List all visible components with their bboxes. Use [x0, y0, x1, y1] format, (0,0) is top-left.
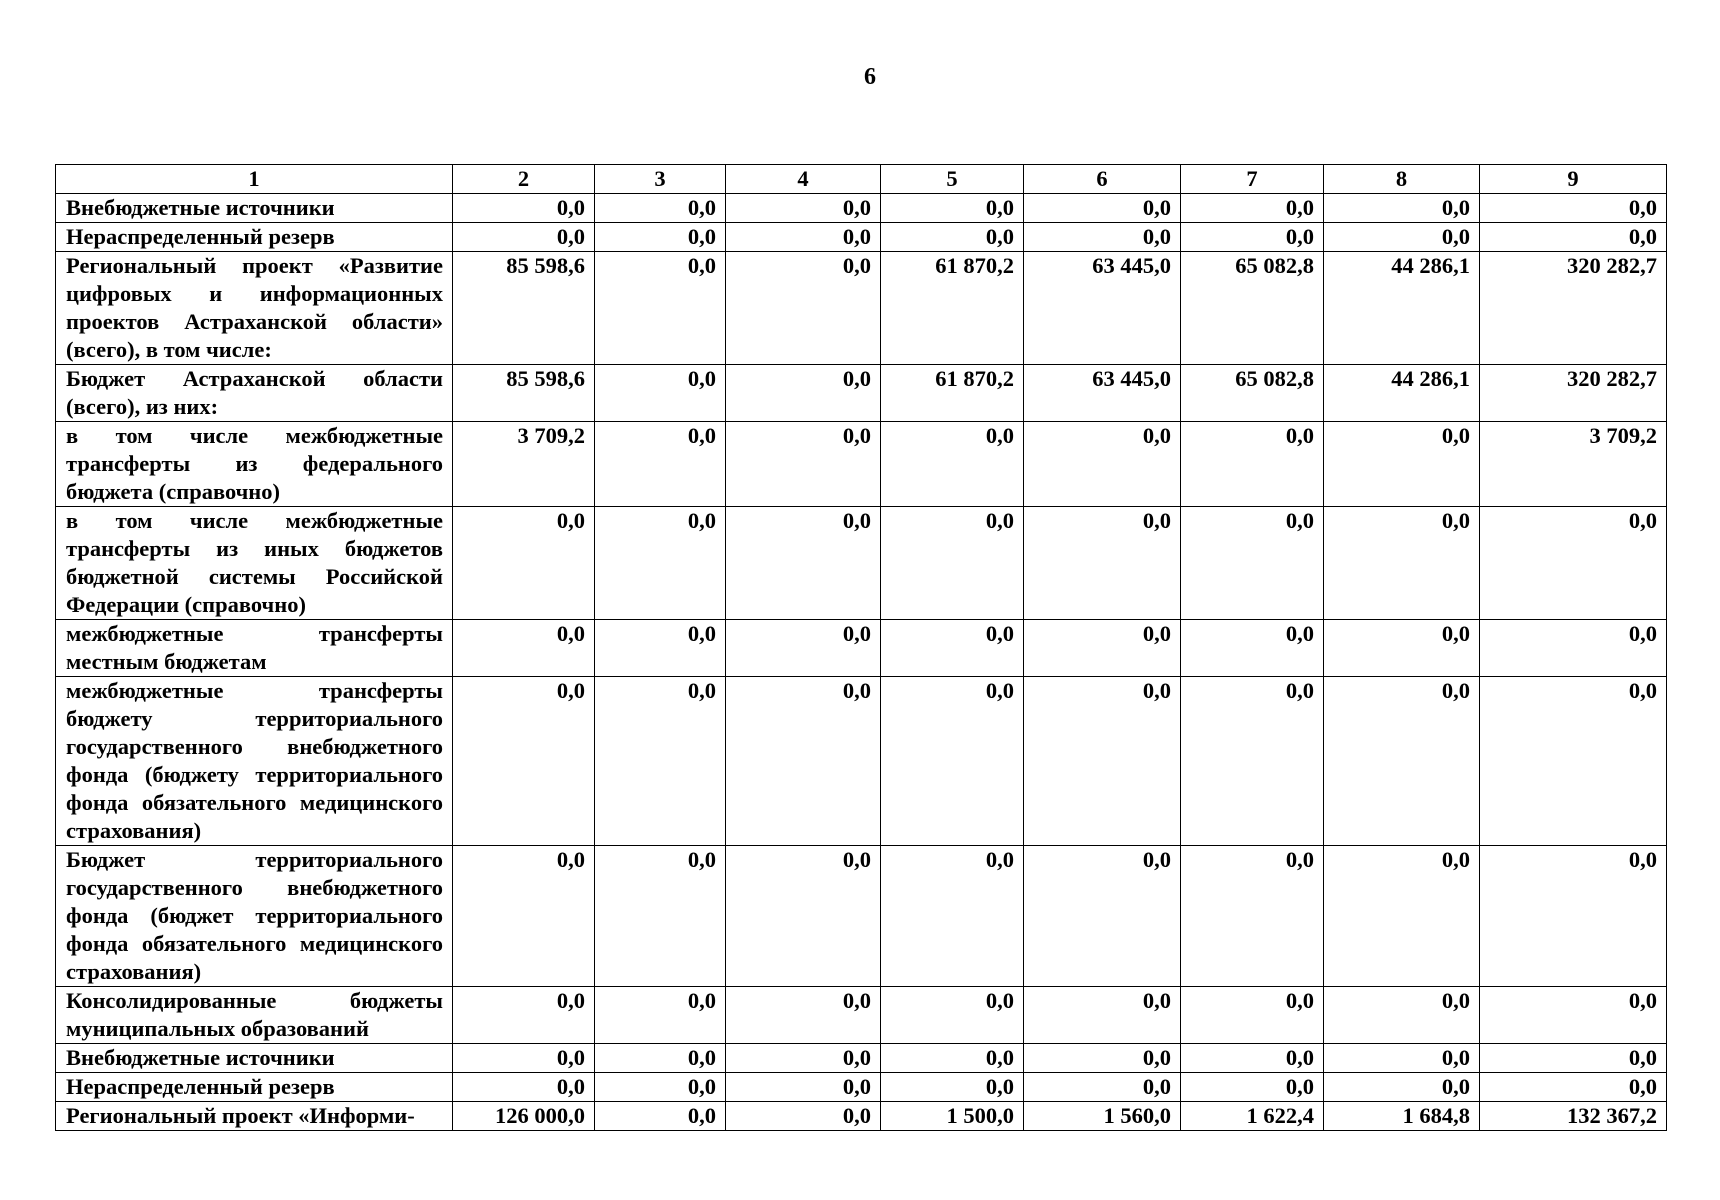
- value-cell: 0,0: [453, 194, 595, 223]
- value-cell: 0,0: [595, 507, 726, 620]
- value-cell: 0,0: [1181, 987, 1324, 1044]
- value-cell: 0,0: [1181, 677, 1324, 846]
- value-cell: 1 560,0: [1024, 1102, 1181, 1131]
- value-cell: 0,0: [726, 620, 881, 677]
- value-cell: 0,0: [1024, 620, 1181, 677]
- value-cell: 0,0: [453, 846, 595, 987]
- value-cell: 0,0: [1480, 620, 1667, 677]
- row-label: Бюджет территориального государственного внебюджетного фонда (бюджет территориального фонда обязательного медицинского страхования): [56, 846, 453, 987]
- table-row: [56, 365, 1667, 422]
- value-cell: 0,0: [881, 846, 1024, 987]
- value-cell: 0,0: [726, 987, 881, 1044]
- value-cell: 0,0: [595, 846, 726, 987]
- value-cell: 320 282,7: [1480, 252, 1667, 365]
- column-header: 2: [453, 165, 595, 194]
- column-header: 4: [726, 165, 881, 194]
- value-cell: 0,0: [1024, 422, 1181, 507]
- page-number: 6: [864, 64, 876, 90]
- table-row: [56, 1044, 1667, 1073]
- column-header: 1: [56, 165, 453, 194]
- value-cell: 0,0: [595, 223, 726, 252]
- row-label: Внебюджетные источники: [56, 194, 453, 223]
- value-cell: 132 367,2: [1480, 1102, 1667, 1131]
- row-label: Нераспределенный резерв: [56, 1073, 453, 1102]
- value-cell: 0,0: [595, 422, 726, 507]
- budget-table: [55, 164, 1667, 1131]
- value-cell: 0,0: [1324, 846, 1480, 987]
- value-cell: 63 445,0: [1024, 252, 1181, 365]
- value-cell: 0,0: [595, 987, 726, 1044]
- value-cell: 0,0: [881, 194, 1024, 223]
- value-cell: 85 598,6: [453, 365, 595, 422]
- value-cell: 126 000,0: [453, 1102, 595, 1131]
- value-cell: 0,0: [726, 1073, 881, 1102]
- column-header: 5: [881, 165, 1024, 194]
- value-cell: 0,0: [726, 422, 881, 507]
- value-cell: 0,0: [1024, 987, 1181, 1044]
- value-cell: 63 445,0: [1024, 365, 1181, 422]
- value-cell: 0,0: [595, 365, 726, 422]
- value-cell: 85 598,6: [453, 252, 595, 365]
- value-cell: 0,0: [726, 1044, 881, 1073]
- value-cell: 0,0: [726, 846, 881, 987]
- value-cell: 0,0: [1480, 1073, 1667, 1102]
- value-cell: 0,0: [1480, 987, 1667, 1044]
- value-cell: 0,0: [453, 1044, 595, 1073]
- table-row: [56, 1073, 1667, 1102]
- value-cell: 0,0: [1324, 1073, 1480, 1102]
- value-cell: 0,0: [1181, 194, 1324, 223]
- table-row: [56, 422, 1667, 507]
- row-label: в том числе межбюджетные трансферты из федерального бюджета (справочно): [56, 422, 453, 507]
- row-label: Бюджет Астраханской области (всего), из них:: [56, 365, 453, 422]
- value-cell: 0,0: [595, 1044, 726, 1073]
- value-cell: 0,0: [1324, 620, 1480, 677]
- value-cell: 0,0: [595, 194, 726, 223]
- value-cell: 65 082,8: [1181, 365, 1324, 422]
- value-cell: 0,0: [881, 1044, 1024, 1073]
- table-row: [56, 194, 1667, 223]
- column-header: 9: [1480, 165, 1667, 194]
- value-cell: 0,0: [1480, 507, 1667, 620]
- value-cell: 0,0: [1480, 194, 1667, 223]
- value-cell: 0,0: [1181, 223, 1324, 252]
- value-cell: 0,0: [726, 1102, 881, 1131]
- value-cell: 0,0: [453, 223, 595, 252]
- value-cell: 0,0: [1024, 194, 1181, 223]
- value-cell: 1 684,8: [1324, 1102, 1480, 1131]
- value-cell: 0,0: [726, 507, 881, 620]
- row-label: Нераспределенный резерв: [56, 223, 453, 252]
- table-row: [56, 846, 1667, 987]
- value-cell: 3 709,2: [1480, 422, 1667, 507]
- table-row: [56, 987, 1667, 1044]
- value-cell: 1 500,0: [881, 1102, 1024, 1131]
- row-label: межбюджетные трансферты местным бюджетам: [56, 620, 453, 677]
- table-row: [56, 252, 1667, 365]
- value-cell: 0,0: [1024, 507, 1181, 620]
- value-cell: 0,0: [881, 422, 1024, 507]
- value-cell: 0,0: [595, 677, 726, 846]
- row-label: в том числе межбюджетные трансферты из иных бюджетов бюджетной системы Российской Федерации (справочно): [56, 507, 453, 620]
- value-cell: 0,0: [453, 507, 595, 620]
- table-body: [56, 194, 1667, 1131]
- table-row: [56, 677, 1667, 846]
- value-cell: 0,0: [1024, 677, 1181, 846]
- value-cell: 0,0: [881, 620, 1024, 677]
- value-cell: 0,0: [1480, 677, 1667, 846]
- value-cell: 0,0: [1324, 677, 1480, 846]
- value-cell: 44 286,1: [1324, 365, 1480, 422]
- table-row: [56, 1102, 1667, 1131]
- value-cell: 0,0: [595, 1102, 726, 1131]
- column-header: 7: [1181, 165, 1324, 194]
- value-cell: 0,0: [881, 987, 1024, 1044]
- value-cell: 0,0: [1324, 987, 1480, 1044]
- row-label: межбюджетные трансферты бюджету территориального государственного внебюджетного фонда (бюджету территориального фонда обязательного медицинского страхования): [56, 677, 453, 846]
- value-cell: 0,0: [1324, 223, 1480, 252]
- value-cell: 61 870,2: [881, 365, 1024, 422]
- value-cell: 0,0: [726, 252, 881, 365]
- column-number-row: [56, 165, 1667, 194]
- value-cell: 1 622,4: [1181, 1102, 1324, 1131]
- table-row: [56, 507, 1667, 620]
- table-row: [56, 620, 1667, 677]
- row-label: Консолидированные бюджеты муниципальных образований: [56, 987, 453, 1044]
- value-cell: 44 286,1: [1324, 252, 1480, 365]
- column-header: 8: [1324, 165, 1480, 194]
- table-row: [56, 223, 1667, 252]
- value-cell: 0,0: [1024, 846, 1181, 987]
- row-label: Внебюджетные источники: [56, 1044, 453, 1073]
- value-cell: 0,0: [1024, 223, 1181, 252]
- column-header: 3: [595, 165, 726, 194]
- value-cell: 0,0: [1024, 1073, 1181, 1102]
- value-cell: 0,0: [726, 677, 881, 846]
- row-label: Региональный проект «Информи-: [56, 1102, 453, 1131]
- value-cell: 0,0: [453, 1073, 595, 1102]
- value-cell: 0,0: [726, 223, 881, 252]
- row-label: Региональный проект «Развитие цифровых и информационных проектов Астраханской области» (всего), в том числе:: [56, 252, 453, 365]
- value-cell: 0,0: [1480, 846, 1667, 987]
- column-header: 6: [1024, 165, 1181, 194]
- value-cell: 0,0: [1181, 846, 1324, 987]
- value-cell: 0,0: [1324, 1044, 1480, 1073]
- value-cell: 0,0: [881, 1073, 1024, 1102]
- value-cell: 0,0: [1181, 1044, 1324, 1073]
- value-cell: 61 870,2: [881, 252, 1024, 365]
- value-cell: 0,0: [1480, 1044, 1667, 1073]
- value-cell: 0,0: [1324, 507, 1480, 620]
- value-cell: 0,0: [1480, 223, 1667, 252]
- value-cell: 0,0: [595, 252, 726, 365]
- value-cell: 0,0: [595, 620, 726, 677]
- value-cell: 0,0: [881, 507, 1024, 620]
- value-cell: 3 709,2: [453, 422, 595, 507]
- value-cell: 0,0: [1181, 620, 1324, 677]
- value-cell: 65 082,8: [1181, 252, 1324, 365]
- value-cell: 0,0: [1181, 507, 1324, 620]
- value-cell: 0,0: [595, 1073, 726, 1102]
- value-cell: 0,0: [453, 677, 595, 846]
- value-cell: 0,0: [881, 223, 1024, 252]
- value-cell: 0,0: [881, 677, 1024, 846]
- value-cell: 0,0: [453, 620, 595, 677]
- value-cell: 0,0: [726, 365, 881, 422]
- value-cell: 320 282,7: [1480, 365, 1667, 422]
- value-cell: 0,0: [1324, 422, 1480, 507]
- value-cell: 0,0: [1024, 1044, 1181, 1073]
- value-cell: 0,0: [1324, 194, 1480, 223]
- value-cell: 0,0: [1181, 1073, 1324, 1102]
- value-cell: 0,0: [453, 987, 595, 1044]
- value-cell: 0,0: [726, 194, 881, 223]
- value-cell: 0,0: [1181, 422, 1324, 507]
